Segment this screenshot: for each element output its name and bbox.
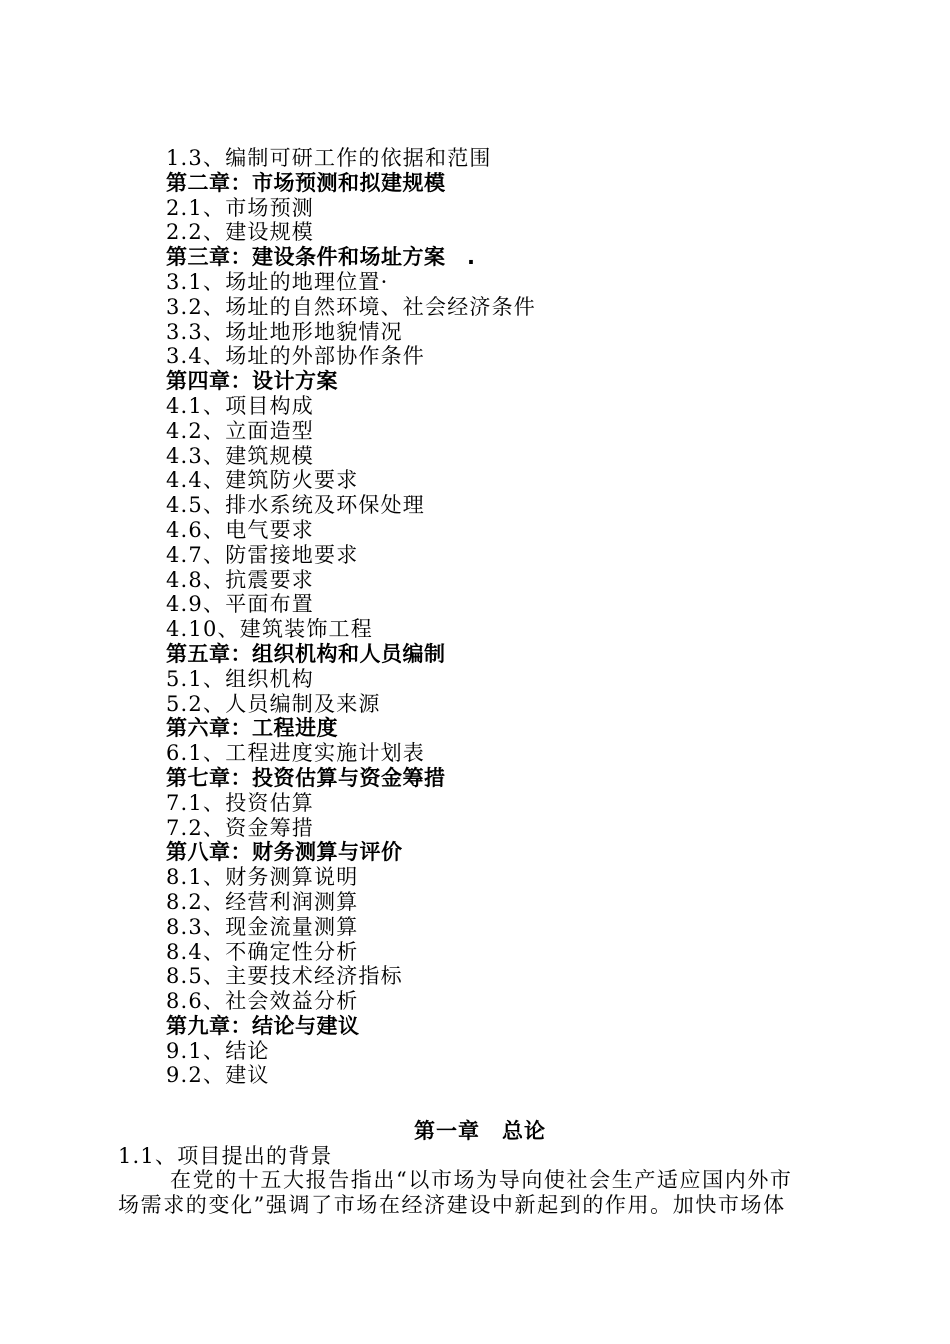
toc-entry: 2.1、市场预测 [166, 195, 314, 220]
toc-chapter-heading: 第六章：工程进度 [166, 716, 338, 741]
toc-entry: 3.1、场址的地理位置· [166, 269, 389, 294]
toc-entry: 9.1、结论 [166, 1038, 270, 1063]
toc-entry: 8.2、经营利润测算 [166, 889, 359, 914]
toc-chapter-heading: 第五章：组织机构和人员编制 [166, 641, 446, 666]
toc-entry: 4.8、抗震要求 [166, 567, 314, 592]
toc-entry: 4.5、排水系统及环保处理 [166, 493, 425, 518]
toc-entry: 8.6、社会效益分析 [166, 989, 359, 1014]
toc-entry: 4.6、电气要求 [166, 517, 314, 542]
toc-entry: 3.4、场址的外部协作条件 [166, 344, 425, 369]
toc-entry: 7.1、投资估算 [166, 790, 314, 815]
toc-chapter-heading: 第九章：结论与建议 [166, 1013, 360, 1038]
toc-entry: 7.2、资金筹措 [166, 815, 314, 840]
paragraph-line: 在党的十五大报告指出“以市场为导向使社会生产适应国内外市 [170, 1168, 793, 1192]
toc-chapter-heading: 第四章：设计方案 [166, 369, 338, 394]
toc-entry: 8.5、主要技术经济指标 [166, 964, 403, 989]
table-of-contents [166, 146, 866, 1088]
toc-entry: 4.1、项目构成 [166, 393, 314, 418]
toc-entry: 5.2、人员编制及来源 [166, 691, 381, 716]
chapter-one-heading: 第一章 总论 [414, 1119, 546, 1143]
toc-chapter-heading: 第八章：财务测算与评价 [166, 840, 403, 865]
toc-chapter-heading: 第二章：市场预测和拟建规模 [166, 170, 446, 195]
body-paragraph [118, 1168, 844, 1218]
toc-entry: 8.4、不确定性分析 [166, 939, 359, 964]
toc-chapter-heading: 第七章：投资估算与资金筹措 [166, 765, 446, 790]
toc-entry: 4.4、建筑防火要求 [166, 468, 359, 493]
toc-chapter-heading: 第三章：建设条件和场址方案 . [166, 245, 476, 270]
toc-entry: 8.1、财务测算说明 [166, 865, 359, 890]
toc-entry: 4.3、建筑规模 [166, 443, 314, 468]
toc-entry: 3.3、场址地形地貌情况 [166, 319, 403, 344]
toc-entry: 4.9、平面布置 [166, 592, 314, 617]
toc-entry: 3.2、场址的自然环境、社会经济条件 [166, 294, 536, 319]
section-1-1-title: 1.1、项目提出的背景 [118, 1144, 333, 1168]
toc-entry: 9.2、建议 [166, 1063, 270, 1088]
paragraph-line: 场需求的变化”强调了市场在经济建设中新起到的作用。加快市场体 [118, 1193, 786, 1217]
toc-entry: 2.2、建设规模 [166, 220, 314, 245]
toc-entry: 6.1、工程进度实施计划表 [166, 741, 425, 766]
toc-entry: 4.2、立面造型 [166, 418, 314, 443]
toc-entry: 1.3、编制可研工作的依据和范围 [166, 146, 492, 170]
toc-entry: 5.1、组织机构 [166, 666, 314, 691]
toc-entry: 4.10、建筑装饰工程 [166, 617, 373, 642]
toc-entry: 4.7、防雷接地要求 [166, 542, 359, 567]
toc-entry: 8.3、现金流量测算 [166, 914, 359, 939]
